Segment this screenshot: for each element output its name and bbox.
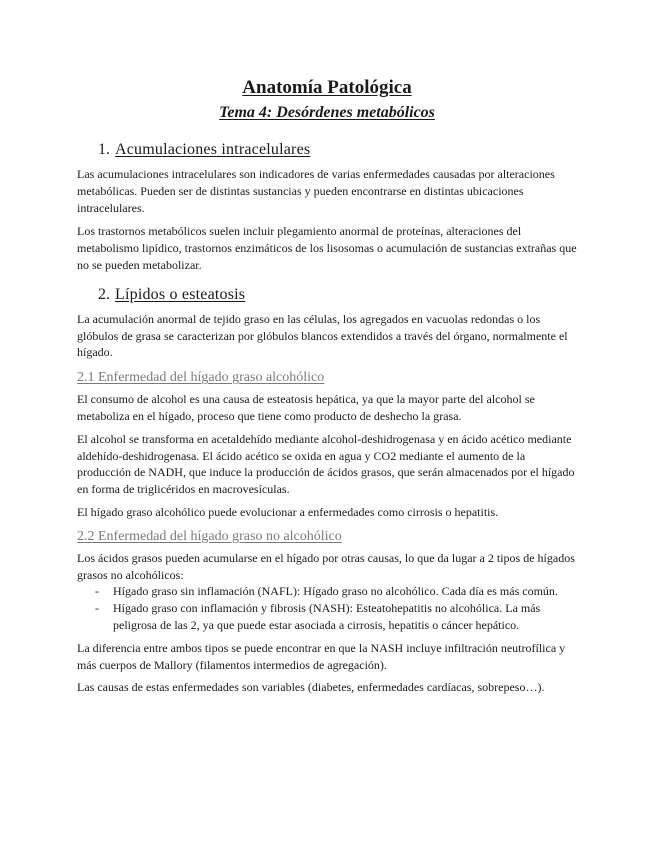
section-1-number: 1. [98,141,110,158]
section-2-1-paragraph-3: El hígado graso alcohólico puede evolucionar a enfermedades como cirrosis o hepatitis. [77,504,499,519]
section-2-1-title: 2.1 Enfermedad del hígado graso alcohólico [77,370,325,386]
section-1-heading [77,140,577,160]
section-2 [77,285,577,361]
section-2-2-title: 2.2 Enfermedad del hígado graso no alcohólico [77,528,342,544]
section-1-title: Acumulaciones intracelulares [115,141,311,158]
section-2-2 [77,528,577,696]
liver-types-list [77,583,577,633]
section-1 [77,140,577,274]
section-1-paragraph-1: Las acumulaciones intracelulares son indicadores de varias enfermedades causadas por alteraciones metabólicas. Pueden ser de distintas sustancias y pueden encontrarse en distintas ubicaciones intracelulares. [77,167,555,215]
document-page [77,76,577,696]
section-2-title: Lípidos o esteatosis [115,285,246,303]
section-1-paragraph-2: Los trastornos metabólicos suelen incluir plegamiento anormal de proteínas, alteraciones del metabolismo lipídico, trastornos enzimáticos de los lisosomas o acumulación de sustancias extrañas que no se pueden metabolizar. [77,224,577,272]
section-2-paragraph-1: La acumulación anormal de tejido graso en las células, los agregados en vacuolas redondas o los glóbulos de grasa se caracterizan por glóbulos blancos extendidos a través del órgano, normalmente el hígado. [77,311,568,360]
section-2-2-paragraph-2: La diferencia entre ambos tipos se puede encontrar en que la NASH incluye infiltración neutrofílica y más cuerpos de Mallory (filamentos intermedios de agregación). [77,640,566,672]
section-2-1-paragraph-1: El consumo de alcohol es una causa de esteatosis hepática, ya que la mayor parte del alcohol se metaboliza en el hígado, proceso que tiene como producto de deshecho la grasa. [77,392,535,423]
section-2-1-paragraph-2: El alcohol se transforma en acetaldehído mediante alcohol-deshidrogenasa y en ácido acético mediante aldehído-deshidrogenasa. El ácido acético se oxida en agua y CO2 mediante el aumento de la producción de NADH, que induce la producción de ácidos grasos, que serán almacenados por el hígado en forma de triglicéridos en macrovesículas. [77,431,575,497]
list-item [77,600,577,634]
section-2-1 [77,369,577,521]
list-item-text: Hígado graso con inflamación y fibrosis (NASH): Esteatohepatitis no alcohólica. La más peligrosa de las 2, ya que puede estar asociada a cirrosis, hepatitis o cáncer hepático. [113,601,541,632]
list-item [77,583,577,600]
document-title: Anatomía Patológica [242,77,412,98]
dash-bullet: - [95,601,99,616]
dash-bullet: - [95,584,99,599]
section-2-number: 2. [98,285,110,303]
section-2-2-paragraph-3: Las causas de estas enfermedades son variables (diabetes, enfermedades cardíacas, sobrepeso…). [77,680,545,695]
section-2-2-paragraph-1: Los ácidos grasos pueden acumularse en el hígado por otras causas, lo que da lugar a 2 tipos de hígados grasos no alcohólicos: [77,550,575,582]
document-subtitle: Tema 4: Desórdenes metabólicos [219,104,435,121]
list-item-text: Hígado graso sin inflamación (NAFL): Hígado graso no alcohólico. Cada día es más común. [113,584,558,599]
section-2-heading [77,285,577,305]
